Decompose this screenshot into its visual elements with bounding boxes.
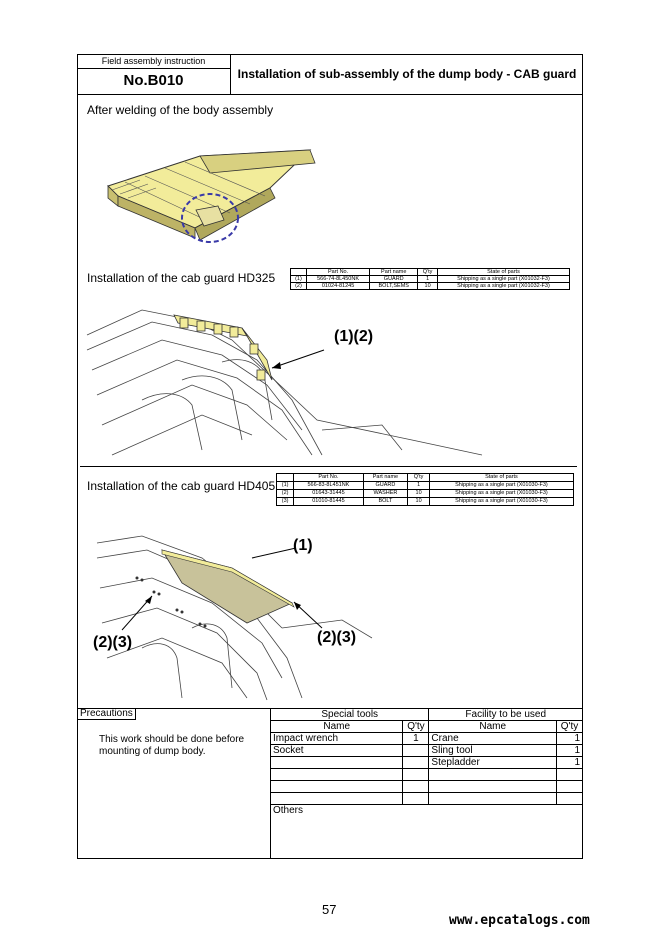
header-divider bbox=[77, 68, 230, 69]
facility-qty-header: Q'ty bbox=[557, 721, 583, 733]
tools-table bbox=[270, 708, 583, 839]
dump-body-illustration bbox=[100, 118, 320, 248]
instruction-number: No.B010 bbox=[123, 72, 184, 89]
header-bottom-rule bbox=[77, 94, 583, 95]
tool-qty-header: Q'ty bbox=[403, 721, 429, 733]
hd325-cab-guard-illustration bbox=[82, 300, 582, 460]
page-title: Installation of sub-assembly of the dump body - CAB guard bbox=[237, 67, 577, 81]
col-part-name: Part name bbox=[370, 269, 418, 276]
tool-qty bbox=[403, 769, 429, 781]
facility-qty: 1 bbox=[557, 757, 583, 769]
parts-table-header bbox=[277, 474, 574, 482]
col-index bbox=[277, 474, 294, 482]
facility-qty bbox=[557, 781, 583, 793]
parts-table-hd325 bbox=[290, 268, 570, 290]
facility-name: Crane bbox=[429, 733, 557, 745]
cell: 566-74-8L450NK bbox=[306, 276, 369, 283]
hd405-cab-guard-illustration bbox=[82, 528, 382, 706]
precautions-label: Precautions bbox=[78, 708, 136, 720]
col-state: State of parts bbox=[437, 269, 569, 276]
facility-header: Facility to be used bbox=[429, 709, 583, 721]
tool-name bbox=[271, 769, 403, 781]
section-divider bbox=[80, 466, 577, 467]
cell: Shipping as a single part (X01030-F3) bbox=[429, 482, 573, 490]
cell: 1 bbox=[418, 276, 438, 283]
tool-qty bbox=[403, 781, 429, 793]
table-row bbox=[291, 276, 570, 283]
col-state: State of parts bbox=[429, 474, 573, 482]
section-caption-hd325: Installation of the cab guard HD325 bbox=[87, 271, 276, 285]
table-row bbox=[271, 733, 583, 745]
cell: Shipping as a single part (X01030-F3) bbox=[429, 498, 573, 506]
section-caption-hd405: Installation of the cab guard HD405 bbox=[87, 479, 276, 493]
cell: 566-83-8L451NK bbox=[294, 482, 363, 490]
others-label: Others bbox=[273, 805, 304, 816]
col-qty: Q'ty bbox=[418, 269, 438, 276]
parts-table-header bbox=[291, 269, 570, 276]
tool-name: Socket bbox=[271, 745, 403, 757]
facility-qty bbox=[557, 793, 583, 805]
tool-qty: 1 bbox=[403, 733, 429, 745]
cell: Shipping as a single part (X01032-F3) bbox=[437, 283, 569, 290]
callout-2-3-left: (2)(3) bbox=[93, 634, 133, 651]
callout-2-3-right: (2)(3) bbox=[317, 629, 357, 646]
tool-name: Impact wrench bbox=[271, 733, 403, 745]
facility-name: Sling tool bbox=[429, 745, 557, 757]
tool-qty bbox=[403, 757, 429, 769]
special-tools-header: Special tools bbox=[271, 709, 429, 721]
facility-qty: 1 bbox=[557, 745, 583, 757]
cell: 01010-81445 bbox=[294, 498, 363, 506]
cell: 01643-31445 bbox=[294, 490, 363, 498]
col-part-no: Part No. bbox=[294, 474, 363, 482]
col-index bbox=[291, 269, 307, 276]
tool-name bbox=[271, 781, 403, 793]
cell: GUARD bbox=[363, 482, 408, 490]
cell: (2) bbox=[291, 283, 307, 290]
cell: 01024-81245 bbox=[306, 283, 369, 290]
page-number: 57 bbox=[322, 902, 337, 917]
cell: BOLT,SEMS bbox=[370, 283, 418, 290]
header-vdivider bbox=[230, 54, 231, 94]
cell: WASHER bbox=[363, 490, 408, 498]
cell: (1) bbox=[277, 482, 294, 490]
table-row bbox=[277, 482, 574, 490]
tool-name-header: Name bbox=[271, 721, 403, 733]
tool-qty bbox=[403, 793, 429, 805]
table-row bbox=[271, 745, 583, 757]
facility-name bbox=[429, 793, 557, 805]
facility-name bbox=[429, 781, 557, 793]
watermark-text: www.epcatalogs.com bbox=[449, 913, 590, 928]
facility-name bbox=[429, 769, 557, 781]
facility-qty: 1 bbox=[557, 733, 583, 745]
col-part-name: Part name bbox=[363, 474, 408, 482]
table-row bbox=[271, 781, 583, 793]
col-qty: Q'ty bbox=[408, 474, 430, 482]
table-row bbox=[271, 757, 583, 769]
cell: 10 bbox=[418, 283, 438, 290]
section-caption-body-assembly: After welding of the body assembly bbox=[87, 103, 274, 117]
field-assembly-label: Field assembly instruction bbox=[101, 56, 206, 66]
facility-qty bbox=[557, 769, 583, 781]
facility-name: Stepladder bbox=[429, 757, 557, 769]
table-row bbox=[277, 498, 574, 506]
table-row bbox=[291, 283, 570, 290]
cell: 1 bbox=[408, 482, 430, 490]
tool-name bbox=[271, 757, 403, 769]
table-row bbox=[271, 769, 583, 781]
parts-table-hd405 bbox=[276, 473, 574, 506]
callout-1: (1) bbox=[293, 537, 313, 554]
cell: 10 bbox=[408, 490, 430, 498]
tool-qty bbox=[403, 745, 429, 757]
others-cell bbox=[271, 805, 583, 840]
table-row bbox=[271, 793, 583, 805]
col-part-no: Part No. bbox=[306, 269, 369, 276]
table-row bbox=[277, 490, 574, 498]
cell: (2) bbox=[277, 490, 294, 498]
cell: BOLT bbox=[363, 498, 408, 506]
cell: (1) bbox=[291, 276, 307, 283]
cell: 10 bbox=[408, 498, 430, 506]
cell: Shipping as a single part (X01032-F3) bbox=[437, 276, 569, 283]
cell: (3) bbox=[277, 498, 294, 506]
facility-name-header: Name bbox=[429, 721, 557, 733]
tool-name bbox=[271, 793, 403, 805]
cell: GUARD bbox=[370, 276, 418, 283]
cell: Shipping as a single part (X01030-F3) bbox=[429, 490, 573, 498]
precautions-text: This work should be done before mounting of dump body. bbox=[99, 734, 245, 757]
callout-1-2: (1)(2) bbox=[334, 328, 374, 345]
